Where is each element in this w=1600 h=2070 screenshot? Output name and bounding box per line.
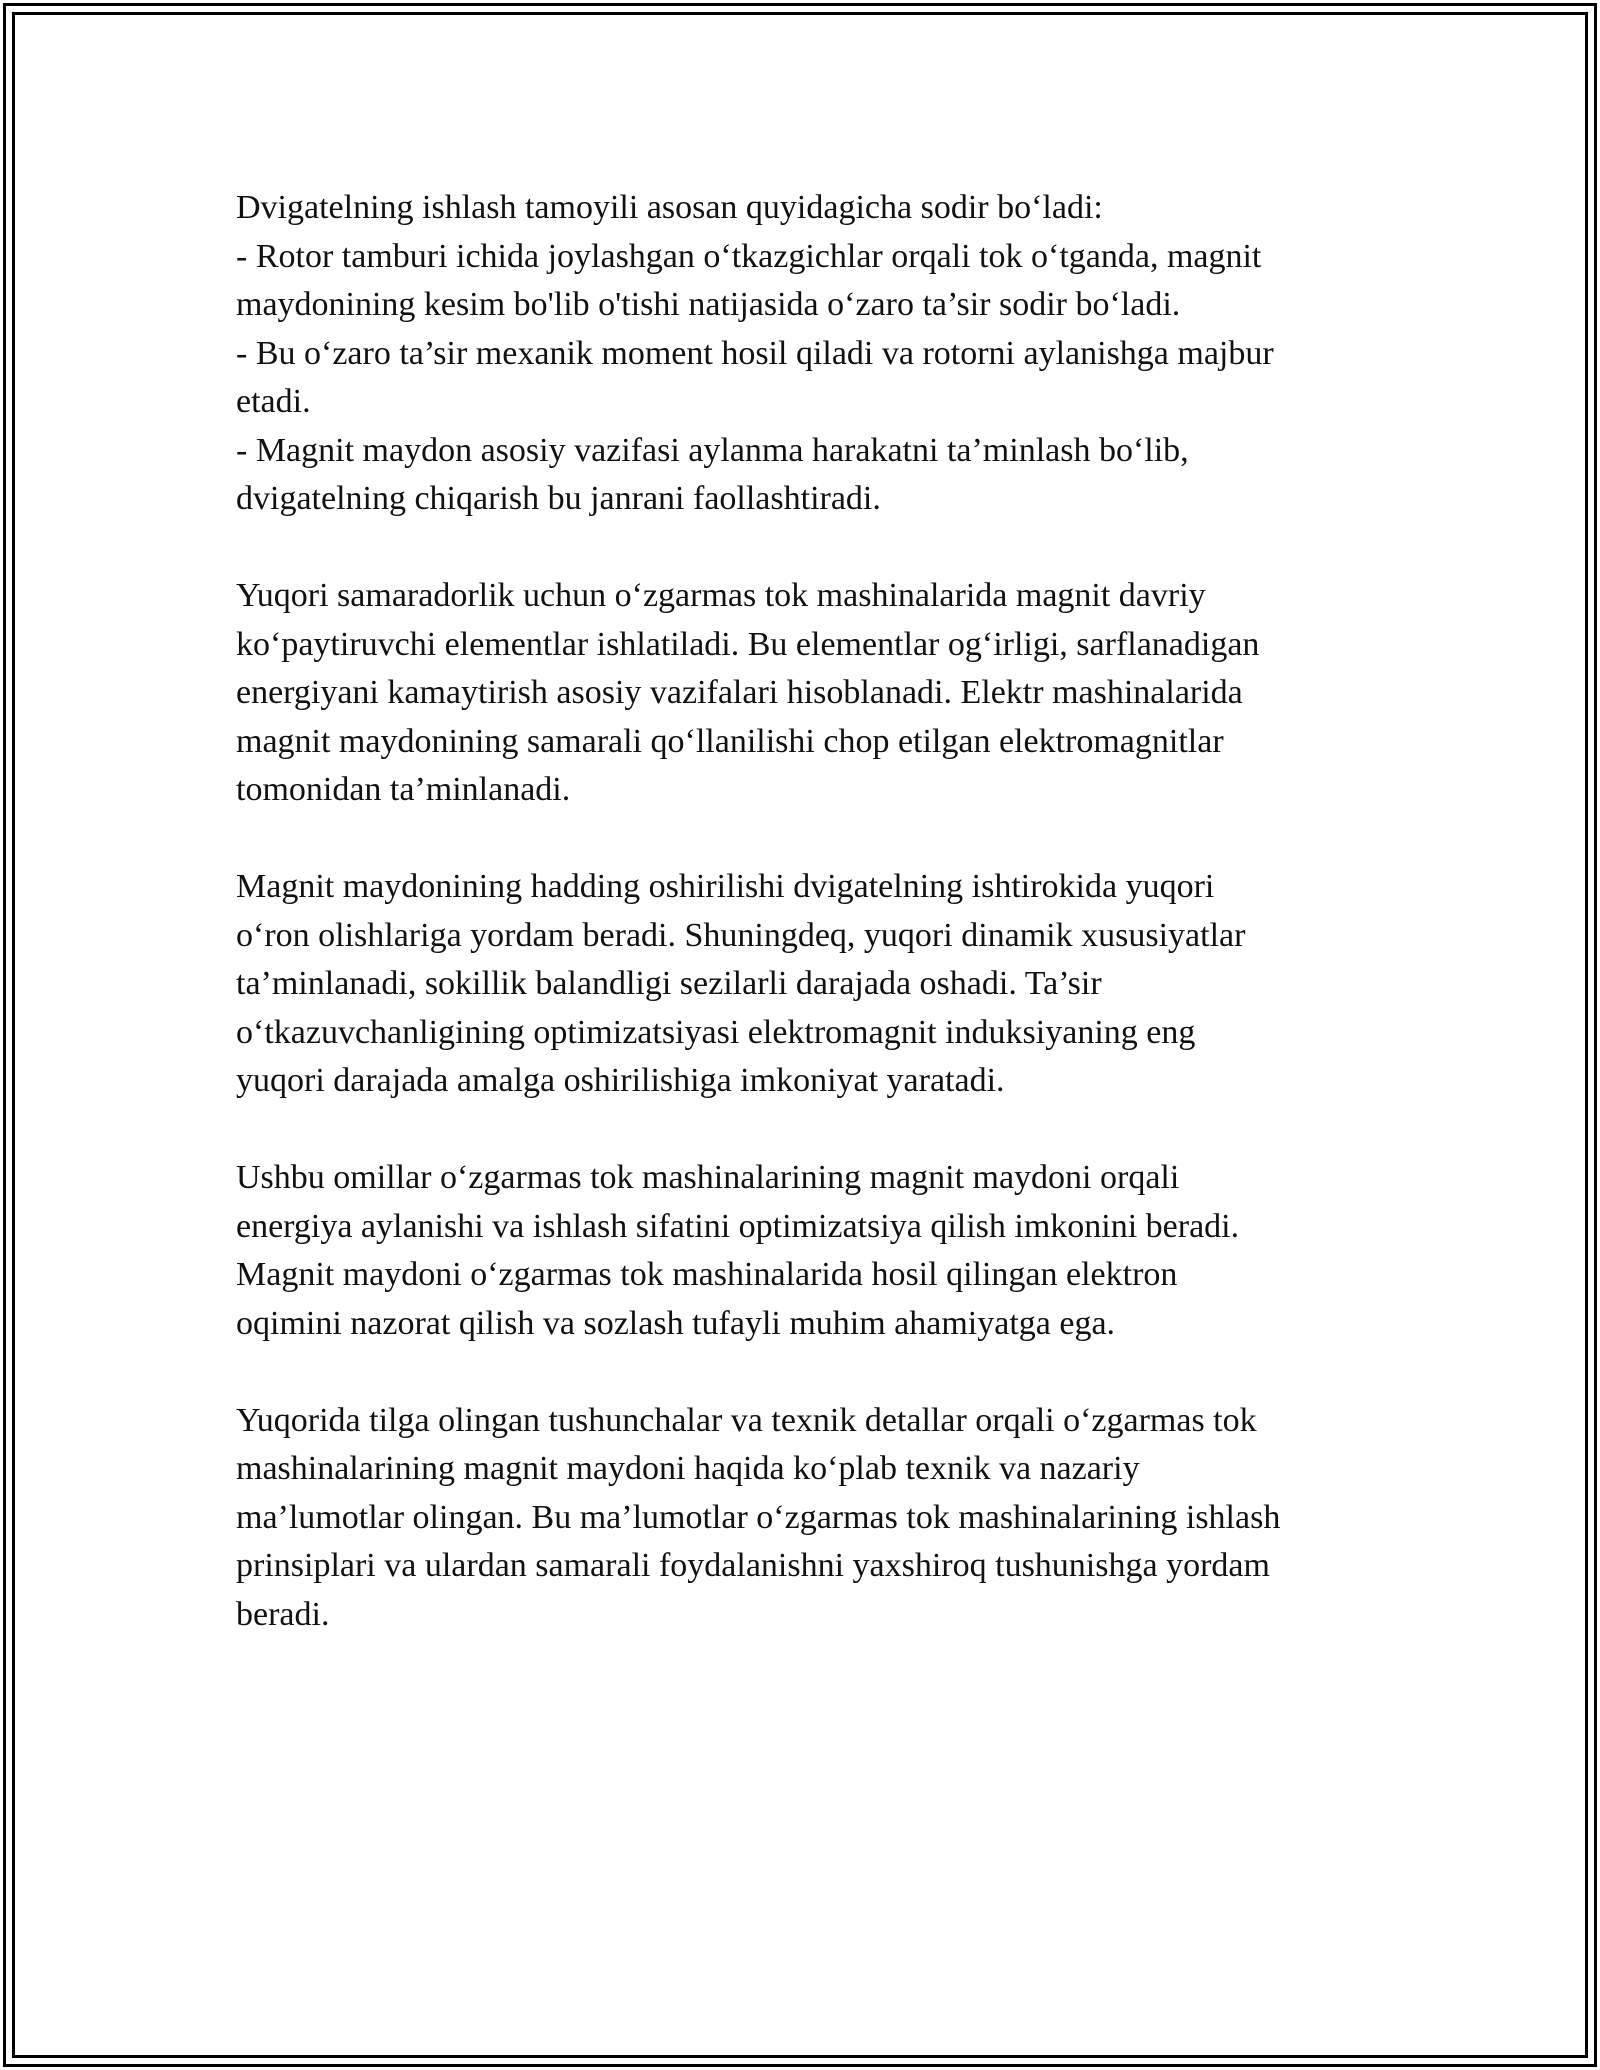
text-line: energiya aylanishi va ishlash sifatini optimizatsiya qilish imkonini beradi.	[236, 1207, 1240, 1245]
paragraph-conclusion	[236, 1397, 1366, 1640]
text-line: ma’lumotlar olingan. Bu ma’lumotlar o‘zgarmas tok mashinalarining ishlash	[236, 1498, 1281, 1536]
paragraph-field-strength	[236, 863, 1366, 1106]
paragraph-factors	[236, 1154, 1366, 1348]
text-line: Yuqorida tilga olingan tushunchalar va texnik detallar orqali o‘zgarmas tok	[236, 1401, 1257, 1439]
text-line: maydonining kesim bo'lib o'tishi natijasida o‘zaro ta’sir sodir bo‘ladi.	[236, 286, 1181, 323]
text-line: magnit maydonining samarali qo‘llanilishi chop etilgan elektromagnitlar	[236, 722, 1224, 760]
text-line: oqimini nazorat qilish va sozlash tufayli muhim ahamiyatga ega.	[236, 1304, 1116, 1342]
text-line: - Magnit maydon asosiy vazifasi aylanma harakatni ta’minlash bo‘lib,	[236, 431, 1189, 469]
text-line: ko‘paytiruvchi elementlar ishlatiladi. Bu elementlar og‘irligi, sarflanadigan	[236, 625, 1260, 663]
paragraph-high-efficiency	[236, 572, 1366, 815]
text-line: prinsiplari va ulardan samarali foydalanishni yaxshiroq tushunishga yordam	[236, 1547, 1270, 1584]
text-line: mashinalarining magnit maydoni haqida ko‘plab texnik va nazariy	[236, 1450, 1140, 1487]
text-line: - Bu o‘zaro ta’sir mexanik moment hosil qiladi va rotorni aylanishga majbur	[236, 334, 1274, 372]
text-line: beradi.	[236, 1595, 330, 1633]
text-line: o‘ron olishlariga yordam beradi. Shuningdeq, yuqori dinamik xususiyatlar	[236, 916, 1246, 954]
text-line: dvigatelning chiqarish bu janrani faollashtiradi.	[236, 480, 881, 517]
text-line: o‘tkazuvchanligining optimizatsiyasi elektromagnit induksiyaning eng	[236, 1013, 1196, 1051]
document-body	[236, 184, 1366, 1688]
text-line: Yuqori samaradorlik uchun o‘zgarmas tok mashinalarida magnit davriy	[236, 577, 1206, 614]
text-line: energiyani kamaytirish asosiy vazifalari hisoblanadi. Elektr mashinalarida	[236, 674, 1243, 711]
text-line: Ushbu omillar o‘zgarmas tok mashinalarining magnit maydoni orqali	[236, 1159, 1180, 1196]
paragraph-working-principle	[236, 184, 1366, 524]
text-line: yuqori darajada amalga oshirilishiga imkoniyat yaratadi.	[236, 1062, 1005, 1099]
text-line: Magnit maydoni o‘zgarmas tok mashinalarida hosil qilingan elektron	[236, 1256, 1178, 1293]
text-line: etadi.	[236, 383, 311, 420]
text-line: - Rotor tamburi ichida joylashgan o‘tkazgichlar orqali tok o‘tganda, magnit	[236, 237, 1262, 275]
text-line: Dvigatelning ishlash tamoyili asosan quyidagicha sodir bo‘ladi:	[236, 189, 1103, 226]
text-line: tomonidan ta’minlanadi.	[236, 771, 571, 808]
text-line: Magnit maydonining hadding oshirilishi dvigatelning ishtirokida yuqori	[236, 868, 1215, 905]
text-line: ta’minlanadi, sokillik balandligi sezilarli darajada oshadi. Ta’sir	[236, 965, 1102, 1002]
